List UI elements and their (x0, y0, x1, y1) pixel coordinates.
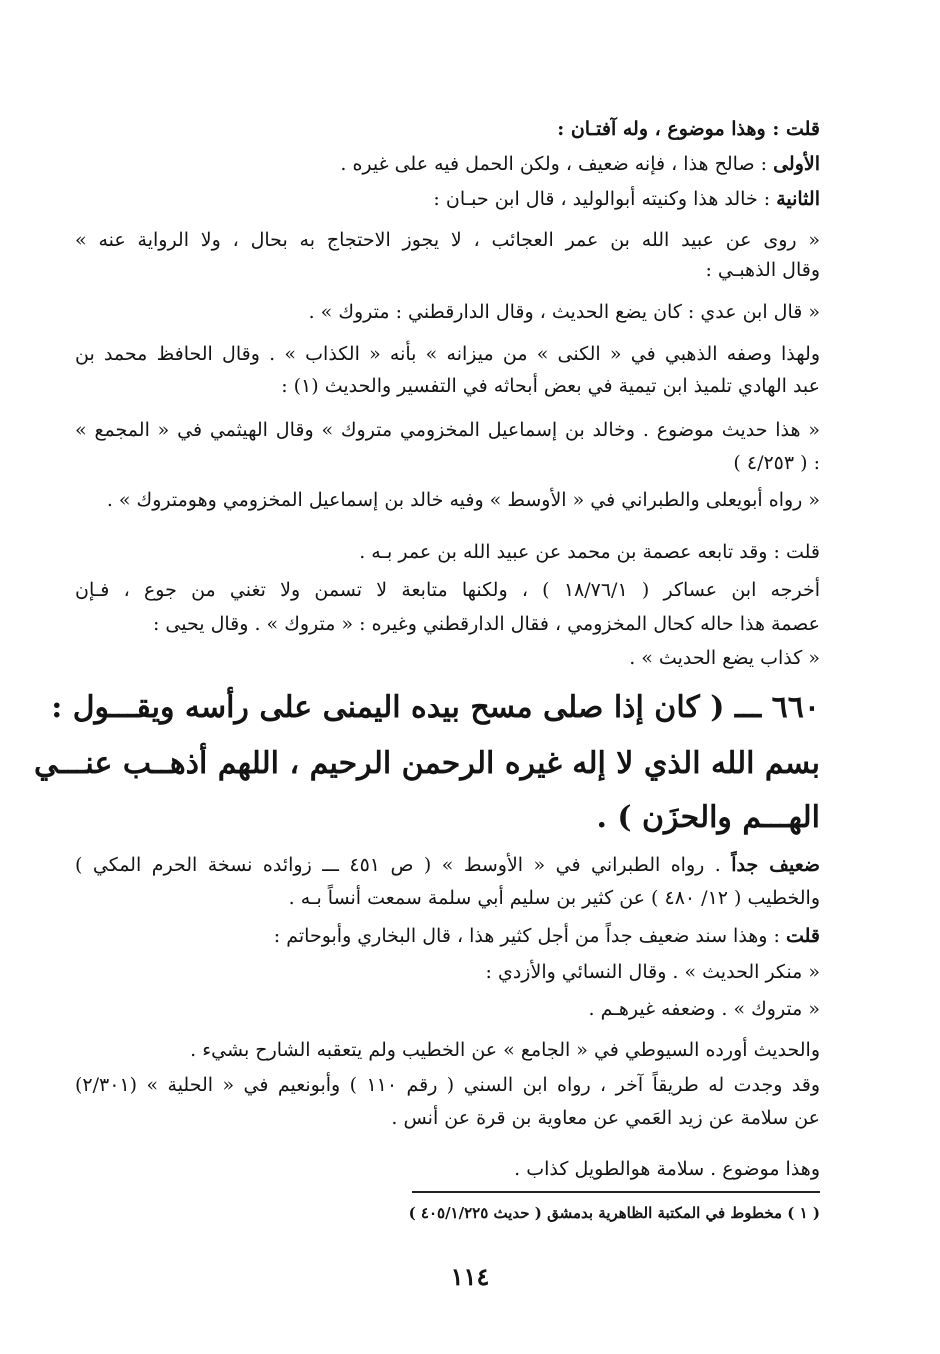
label-second: الثانية (776, 188, 820, 210)
text-line: وهذا موضوع . سلامة هوالطويل كذاب . (514, 1158, 820, 1180)
text-line: ولهذا وصفه الذهبي في « الكنى » من ميزانه » بأنه « الكذاب » . وقال الحافظ محمد بن (75, 343, 820, 365)
text-line: ( ٤/٢٥٣ ) : (733, 452, 820, 474)
hadith-heading-line: الهـــم والحزَن ) . (596, 800, 820, 835)
text-line: « كذاب يضع الحديث » . (629, 647, 820, 669)
text-line: عن سلامة عن زيد العَمي عن معاوية بن قرة عن أنس . (391, 1107, 820, 1129)
line-body: : وهذا سند ضعيف جداً من أجل كثير هذا ، قال البخاري وأبوحاتم : (273, 925, 786, 947)
text-line: « رواه أبويعلى والطبراني في « الأوسط » وفيه خالد بن إسماعيل المخزومي وهومتروك » . (106, 489, 820, 511)
text-line: قلت : وقد تابعه عصمة بن محمد عن عبيد الله بن عمر بـه . (359, 541, 820, 563)
line-body: : خالد هذا وكنيته أبوالوليد ، قال ابن حبـان : (433, 188, 777, 210)
hadith-heading-line: بسم الله الذي لا إله غيره الرحمن الرحيم ، اللهم أذهــب عنـــي (34, 746, 820, 781)
footnote: ( ١ ) مخطوط في المكتبة الظاهرية بدمشق ( حديث ٤٠٥/١/٢٢٥ ) (408, 1204, 820, 1222)
text-line: والحديث أورده السيوطي في « الجامع » عن الخطيب ولم يتعقبه الشارح بشيء . (190, 1039, 820, 1061)
text-line: والخطيب ( ١٢/ ٤٨٠ ) عن كثير بن سليم أبي سلمة سمعت أنساً بـه . (288, 887, 820, 909)
text-line: « متروك » . وضعفه غيرهـم . (588, 998, 820, 1020)
hadith-heading-line: ٦٦٠ ـــ ( كان إذا صلى مسح بيده اليمنى على رأسه ويقـــول : (51, 690, 820, 725)
text-line: عبد الهادي تلميذ ابن تيمية في بعض أبحاثه في التفسير والحديث (١) : (281, 375, 820, 397)
text-line: وقال الذهبـي : (705, 259, 820, 281)
text-line: « روى عن عبيد الله بن عمر العجائب ، لا يجوز الاحتجاج به بحال ، ولا الرواية عنه » (75, 229, 820, 251)
text-line: « هذا حديث موضوع . وخالد بن إسماعيل المخزومي متروك » وقال الهيثمي في « المجمع » (75, 419, 820, 441)
text-line: عصمة هذا حاله كحال المخزومي ، فقال الدارقطني وغيره : « متروك » . وقال يحيى : (152, 613, 820, 635)
label-first: الأولى (773, 153, 820, 175)
text-line (75, 851, 820, 879)
text-line (433, 185, 820, 213)
label-qultu: قلت (785, 925, 820, 947)
text-line: وقد وجدت له طريقاً آخر ، رواه ابن السني ( رقم ١١٠ ) وأبونعيم في « الحلية » (٢/٣٠١) (75, 1074, 821, 1096)
grading-label: ضعيف جداً (731, 854, 820, 876)
text-line (274, 922, 820, 950)
line-body: : صالح هذا ، فإنه ضعيف ، ولكن الحمل فيه على غيره . (340, 153, 774, 175)
footnote-divider (412, 1191, 820, 1193)
text-line: « قال ابن عدي : كان يضع الحديث ، وقال الدارقطني : متروك » . (308, 301, 820, 323)
page-number: ١١٤ (450, 1262, 490, 1291)
text-line: قلت : وهذا موضوع ، وله آفتـان : (557, 118, 820, 140)
text-line: أخرجه ابن عساكر ( ١٨/٧٦/١ ) ، ولكنها متابعة لا تسمن ولا تغني من جوع ، فـإن (75, 579, 820, 601)
text-line (340, 150, 820, 178)
text-line: « منكر الحديث » . وقال النسائي والأزدي : (485, 961, 820, 983)
line-body: . رواه الطبراني في « الأوسط » ( ص ٤٥١ ـــ زوائده نسخة الحرم المكي ) (75, 854, 732, 876)
